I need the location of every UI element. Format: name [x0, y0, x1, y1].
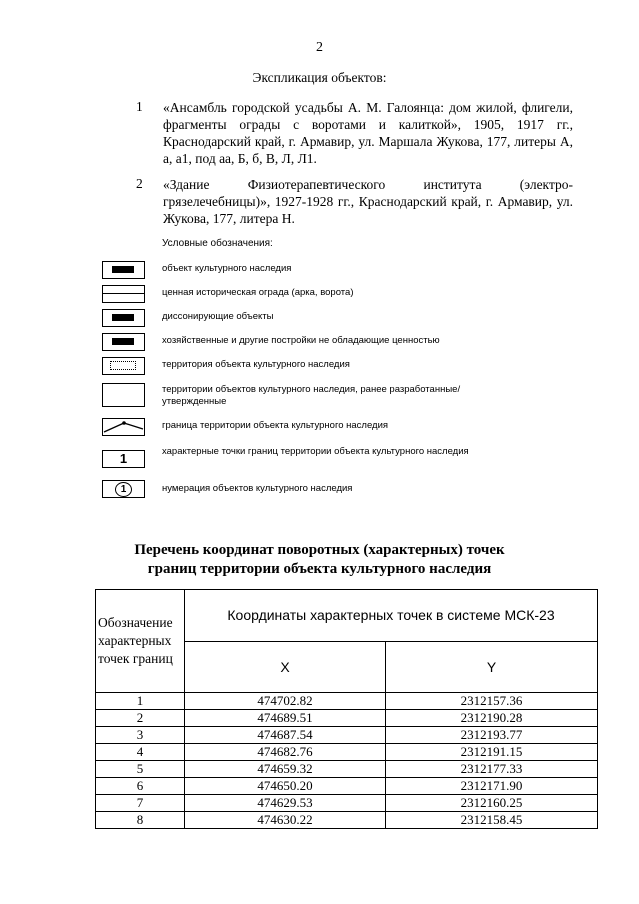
- table-row: [96, 693, 598, 710]
- legend-item: [102, 285, 502, 309]
- y-cell: 2312191.15: [386, 744, 598, 761]
- object-number: 1: [136, 99, 143, 114]
- point-cell: 1: [96, 693, 185, 710]
- legend-title: Условные обозначения:: [162, 238, 273, 249]
- legend-item: [102, 480, 502, 504]
- object-description: «Ансамбль городской усадьбы А. М. Галоянца: дом жилой, флигели, фрагменты ограды с воротами и калиткой», 1905, 1917 гг., Краснодарский край, г. Армавир, ул. Маршала Жукова, 177, литеры А, а, а1, под аа, Б, б, В, Л, Л1.: [163, 100, 573, 166]
- legend-item: [102, 357, 502, 381]
- y-cell: 2312158.45: [386, 812, 598, 829]
- legend-item: [102, 418, 502, 442]
- table-row: [96, 710, 598, 727]
- table-row: [96, 778, 598, 795]
- legend-label: нумерация объектов культурного наследия: [162, 483, 353, 494]
- point-cell: 4: [96, 744, 185, 761]
- legend-item: [102, 446, 502, 478]
- legend-label: хозяйственные и другие постройки не обладающие ценностью: [162, 335, 440, 346]
- legend-item: [102, 261, 502, 285]
- table-row: [96, 761, 598, 778]
- header-designation: Обозначение характерных точек границ: [96, 590, 185, 693]
- y-cell: 2312177.33: [386, 761, 598, 778]
- x-cell: 474629.53: [185, 795, 386, 812]
- coordinates-table: [95, 589, 598, 829]
- point-cell: 8: [96, 812, 185, 829]
- circled-number-icon: 1: [102, 480, 145, 498]
- x-cell: 474687.54: [185, 727, 386, 744]
- object-description: «Здание Физиотерапевтического института (электро-грязелечебницы)», 1927-1928 гг., Краснодарский край, г. Армавир, ул. Жукова, 177, литера Н.: [163, 177, 573, 226]
- table-row: [96, 795, 598, 812]
- x-cell: 474702.82: [185, 693, 386, 710]
- legend-item: [102, 383, 502, 413]
- page-number: 2: [316, 40, 323, 55]
- legend-label: характерные точки границ территории объекта культурного наследия: [162, 446, 469, 457]
- explication-title: Экспликация объектов:: [252, 70, 387, 85]
- x-cell: 474630.22: [185, 812, 386, 829]
- filled-rect-icon: [102, 261, 145, 279]
- x-cell: 474689.51: [185, 710, 386, 727]
- header-y: Y: [386, 641, 598, 693]
- number-box-icon: 1: [102, 450, 145, 468]
- empty-rect-icon: [102, 383, 145, 407]
- legend-label: территории объектов культурного наследия, ранее разработанные/утвержденные: [162, 384, 461, 407]
- header-coordinates: Координаты характерных точек в системе МСК-23: [185, 590, 598, 642]
- object-number: 2: [136, 176, 143, 191]
- filled-rect-icon: [102, 333, 145, 351]
- x-cell: 474659.32: [185, 761, 386, 778]
- legend-label: ценная историческая ограда (арка, ворота): [162, 287, 354, 298]
- legend-label: граница территории объекта культурного наследия: [162, 420, 389, 431]
- legend-label: территория объекта культурного наследия: [162, 359, 350, 370]
- y-cell: 2312160.25: [386, 795, 598, 812]
- table-title-line: границ территории объекта культурного наследия: [147, 561, 492, 577]
- point-cell: 5: [96, 761, 185, 778]
- y-cell: 2312190.28: [386, 710, 598, 727]
- table-body: [96, 693, 598, 829]
- y-cell: 2312193.77: [386, 727, 598, 744]
- point-cell: 2: [96, 710, 185, 727]
- table-row: [96, 812, 598, 829]
- table-title: [0, 541, 639, 579]
- boundary-line-icon: [102, 418, 145, 436]
- legend-label: объект культурного наследия: [162, 263, 292, 274]
- y-cell: 2312157.36: [386, 693, 598, 710]
- dashed-rect-icon: [102, 357, 145, 375]
- fence-line-icon: [102, 285, 145, 303]
- point-cell: 7: [96, 795, 185, 812]
- header-x: X: [185, 641, 386, 693]
- y-cell: 2312171.90: [386, 778, 598, 795]
- table-row: [96, 727, 598, 744]
- point-cell: 6: [96, 778, 185, 795]
- table-row: [96, 744, 598, 761]
- point-cell: 3: [96, 727, 185, 744]
- legend-item: [102, 309, 502, 333]
- x-cell: 474682.76: [185, 744, 386, 761]
- legend-item: [102, 333, 502, 357]
- filled-rect-icon: [102, 309, 145, 327]
- x-cell: 474650.20: [185, 778, 386, 795]
- legend-label: диссонирующие объекты: [162, 311, 274, 322]
- table-title-line: Перечень координат поворотных (характерных) точек: [134, 542, 505, 558]
